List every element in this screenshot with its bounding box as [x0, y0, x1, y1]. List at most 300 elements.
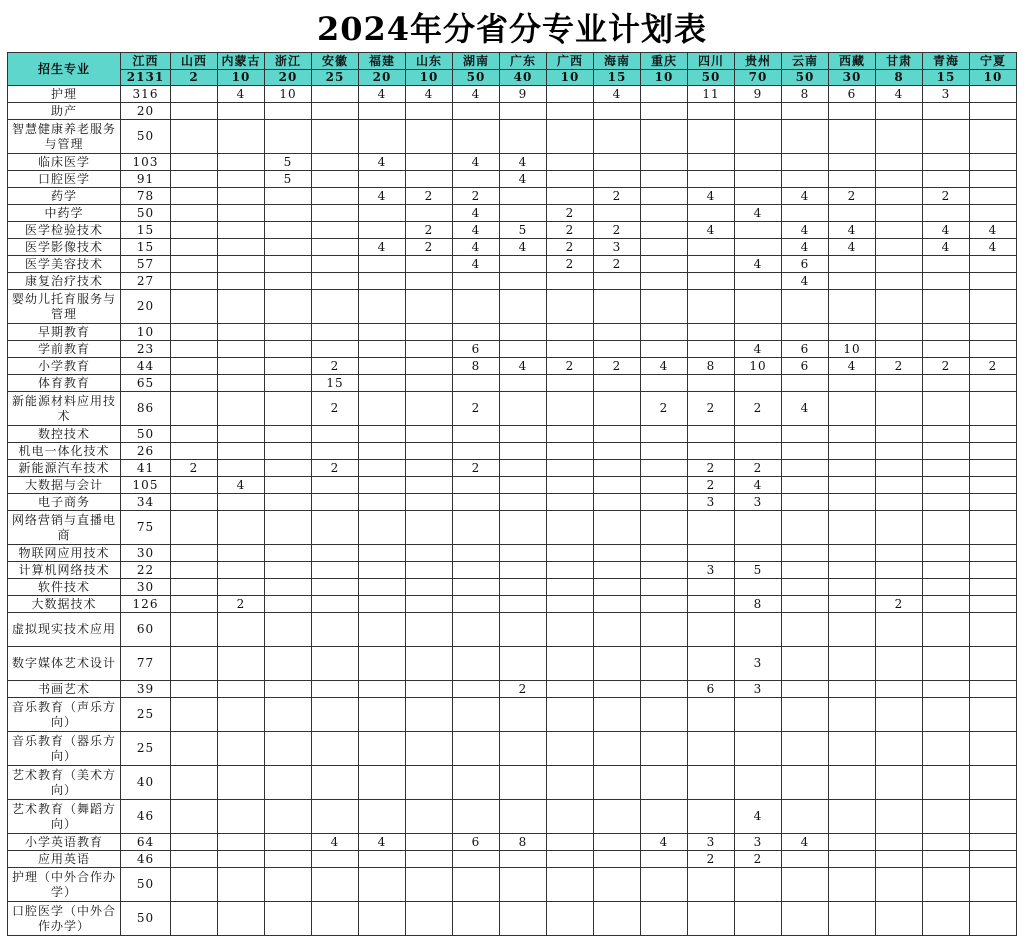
quota-cell — [782, 375, 829, 392]
quota-cell: 50 — [121, 868, 171, 902]
province-total: 8 — [876, 70, 923, 86]
quota-cell — [688, 511, 735, 545]
quota-cell — [923, 562, 970, 579]
quota-cell — [500, 443, 547, 460]
quota-cell — [641, 511, 688, 545]
quota-cell — [876, 273, 923, 290]
quota-cell: 2 — [688, 392, 735, 426]
quota-cell — [265, 205, 312, 222]
quota-cell — [453, 698, 500, 732]
quota-cell — [359, 392, 406, 426]
quota-cell — [735, 902, 782, 936]
quota-cell — [406, 613, 453, 647]
quota-cell — [547, 579, 594, 596]
quota-cell — [688, 545, 735, 562]
major-name-cell: 音乐教育（器乐方向） — [8, 732, 121, 766]
quota-cell — [782, 154, 829, 171]
quota-cell — [265, 477, 312, 494]
quota-cell — [312, 171, 359, 188]
quota-cell — [876, 545, 923, 562]
quota-cell — [218, 868, 265, 902]
quota-cell: 2 — [594, 188, 641, 205]
quota-cell — [876, 239, 923, 256]
quota-cell — [171, 477, 218, 494]
quota-cell — [547, 443, 594, 460]
quota-cell — [500, 698, 547, 732]
quota-cell: 4 — [782, 239, 829, 256]
quota-cell — [265, 290, 312, 324]
quota-cell — [923, 154, 970, 171]
quota-cell — [970, 273, 1017, 290]
quota-cell: 2 — [970, 358, 1017, 375]
table-row — [8, 460, 1017, 477]
quota-cell — [312, 341, 359, 358]
quota-cell — [594, 273, 641, 290]
quota-cell — [923, 273, 970, 290]
quota-cell — [735, 154, 782, 171]
quota-cell — [171, 120, 218, 154]
quota-cell — [970, 800, 1017, 834]
quota-cell: 10 — [735, 358, 782, 375]
province-total: 10 — [641, 70, 688, 86]
quota-cell: 2 — [547, 239, 594, 256]
quota-cell — [171, 443, 218, 460]
quota-cell — [735, 868, 782, 902]
quota-cell — [923, 681, 970, 698]
quota-cell — [923, 511, 970, 545]
quota-cell — [829, 154, 876, 171]
quota-cell: 2 — [594, 222, 641, 239]
quota-cell — [594, 290, 641, 324]
quota-cell — [406, 460, 453, 477]
quota-cell — [453, 120, 500, 154]
quota-cell: 25 — [121, 732, 171, 766]
quota-cell — [970, 732, 1017, 766]
quota-cell: 20 — [121, 103, 171, 120]
quota-cell — [500, 851, 547, 868]
quota-cell — [876, 579, 923, 596]
quota-cell — [970, 426, 1017, 443]
quota-cell — [453, 511, 500, 545]
table-row — [8, 681, 1017, 698]
quota-cell: 2 — [735, 460, 782, 477]
quota-cell — [829, 647, 876, 681]
quota-cell — [688, 171, 735, 188]
major-name-cell: 婴幼儿托育服务与管理 — [8, 290, 121, 324]
quota-cell — [359, 290, 406, 324]
quota-cell — [218, 239, 265, 256]
quota-cell: 2 — [923, 188, 970, 205]
plan-table — [7, 52, 1017, 936]
quota-cell — [547, 851, 594, 868]
quota-cell — [829, 477, 876, 494]
table-row — [8, 290, 1017, 324]
major-name-cell: 新能源汽车技术 — [8, 460, 121, 477]
major-name-cell: 虚拟现实技术应用 — [8, 613, 121, 647]
quota-cell: 50 — [121, 426, 171, 443]
quota-cell — [970, 324, 1017, 341]
quota-cell — [876, 188, 923, 205]
quota-cell — [453, 851, 500, 868]
quota-cell — [218, 613, 265, 647]
table-row — [8, 902, 1017, 936]
quota-cell — [406, 290, 453, 324]
quota-cell — [970, 681, 1017, 698]
quota-cell — [876, 902, 923, 936]
quota-cell — [500, 545, 547, 562]
quota-cell — [547, 698, 594, 732]
quota-cell: 2 — [406, 222, 453, 239]
quota-cell — [359, 120, 406, 154]
quota-cell: 2 — [688, 851, 735, 868]
quota-cell — [641, 613, 688, 647]
table-row — [8, 205, 1017, 222]
quota-cell — [876, 834, 923, 851]
table-row — [8, 154, 1017, 171]
quota-cell — [547, 426, 594, 443]
quota-cell — [547, 324, 594, 341]
major-name-cell: 数字媒体艺术设计 — [8, 647, 121, 681]
province-total: 30 — [829, 70, 876, 86]
quota-cell — [359, 732, 406, 766]
quota-cell — [265, 358, 312, 375]
quota-cell — [359, 562, 406, 579]
table-row — [8, 494, 1017, 511]
province-header: 重庆 — [641, 53, 688, 70]
province-total: 70 — [735, 70, 782, 86]
quota-cell — [876, 800, 923, 834]
quota-cell — [265, 324, 312, 341]
quota-cell — [594, 613, 641, 647]
quota-cell — [594, 375, 641, 392]
quota-cell — [970, 375, 1017, 392]
quota-cell — [359, 902, 406, 936]
quota-cell — [500, 273, 547, 290]
quota-cell — [406, 545, 453, 562]
quota-cell — [641, 375, 688, 392]
quota-cell — [453, 545, 500, 562]
quota-cell — [406, 324, 453, 341]
quota-cell — [312, 477, 359, 494]
quota-cell — [923, 545, 970, 562]
quota-cell — [876, 698, 923, 732]
quota-cell — [641, 596, 688, 613]
quota-cell — [265, 511, 312, 545]
quota-cell — [171, 851, 218, 868]
quota-cell — [453, 902, 500, 936]
quota-cell — [641, 698, 688, 732]
quota-cell: 6 — [829, 86, 876, 103]
quota-cell — [218, 800, 265, 834]
quota-cell — [547, 477, 594, 494]
quota-cell — [500, 120, 547, 154]
major-name-cell: 临床医学 — [8, 154, 121, 171]
major-name-cell: 应用英语 — [8, 851, 121, 868]
quota-cell — [359, 375, 406, 392]
quota-cell — [782, 613, 829, 647]
table-row — [8, 239, 1017, 256]
quota-cell — [312, 766, 359, 800]
province-header: 宁夏 — [970, 53, 1017, 70]
quota-cell — [218, 205, 265, 222]
major-name-cell: 计算机网络技术 — [8, 562, 121, 579]
quota-cell: 46 — [121, 851, 171, 868]
province-header: 甘肃 — [876, 53, 923, 70]
quota-cell — [970, 613, 1017, 647]
quota-cell — [500, 103, 547, 120]
quota-cell — [829, 681, 876, 698]
quota-cell — [453, 800, 500, 834]
quota-cell: 4 — [500, 358, 547, 375]
quota-cell — [171, 103, 218, 120]
quota-cell — [876, 443, 923, 460]
quota-cell — [782, 732, 829, 766]
quota-cell: 22 — [121, 562, 171, 579]
quota-cell: 57 — [121, 256, 171, 273]
quota-cell — [547, 86, 594, 103]
quota-cell — [500, 256, 547, 273]
quota-cell: 4 — [406, 86, 453, 103]
table-row — [8, 562, 1017, 579]
quota-cell — [265, 460, 312, 477]
quota-cell: 2 — [594, 358, 641, 375]
quota-cell — [265, 256, 312, 273]
table-row — [8, 698, 1017, 732]
quota-cell — [406, 392, 453, 426]
province-total: 40 — [500, 70, 547, 86]
quota-cell — [406, 511, 453, 545]
major-name-cell: 物联网应用技术 — [8, 545, 121, 562]
quota-cell — [923, 613, 970, 647]
quota-cell: 4 — [782, 188, 829, 205]
table-row — [8, 647, 1017, 681]
quota-cell — [782, 800, 829, 834]
quota-cell — [265, 341, 312, 358]
province-total: 10 — [970, 70, 1017, 86]
quota-cell — [594, 392, 641, 426]
quota-cell: 4 — [688, 188, 735, 205]
quota-cell — [547, 596, 594, 613]
quota-cell — [876, 375, 923, 392]
table-row — [8, 851, 1017, 868]
quota-cell — [406, 205, 453, 222]
quota-cell — [594, 120, 641, 154]
quota-cell — [829, 392, 876, 426]
quota-cell — [453, 171, 500, 188]
quota-cell — [406, 154, 453, 171]
quota-cell — [970, 460, 1017, 477]
quota-cell — [688, 120, 735, 154]
quota-cell — [218, 188, 265, 205]
quota-cell — [782, 511, 829, 545]
quota-cell — [829, 902, 876, 936]
quota-cell — [594, 902, 641, 936]
quota-cell: 4 — [829, 222, 876, 239]
quota-cell — [312, 290, 359, 324]
quota-cell — [312, 239, 359, 256]
quota-cell — [970, 545, 1017, 562]
major-name-cell: 护理（中外合作办学） — [8, 868, 121, 902]
plan-sheet — [7, 6, 1017, 942]
quota-cell — [829, 511, 876, 545]
quota-cell — [171, 834, 218, 851]
quota-cell — [265, 494, 312, 511]
quota-cell — [171, 596, 218, 613]
table-row — [8, 545, 1017, 562]
quota-cell — [547, 681, 594, 698]
quota-cell — [359, 851, 406, 868]
quota-cell — [218, 222, 265, 239]
quota-cell: 65 — [121, 375, 171, 392]
quota-cell — [970, 766, 1017, 800]
province-total: 2131 — [121, 70, 171, 86]
quota-cell — [359, 800, 406, 834]
quota-cell — [500, 868, 547, 902]
quota-cell — [500, 613, 547, 647]
quota-cell — [359, 868, 406, 902]
quota-cell — [594, 732, 641, 766]
quota-cell — [735, 103, 782, 120]
quota-cell — [782, 443, 829, 460]
quota-cell — [547, 800, 594, 834]
quota-cell — [829, 171, 876, 188]
quota-cell: 2 — [923, 358, 970, 375]
quota-cell — [876, 477, 923, 494]
quota-cell — [500, 477, 547, 494]
quota-cell: 4 — [453, 222, 500, 239]
quota-cell — [406, 341, 453, 358]
quota-cell — [312, 562, 359, 579]
quota-cell: 11 — [688, 86, 735, 103]
quota-cell — [641, 732, 688, 766]
quota-cell — [406, 358, 453, 375]
quota-cell — [406, 120, 453, 154]
quota-cell: 4 — [876, 86, 923, 103]
table-row — [8, 375, 1017, 392]
quota-cell — [970, 834, 1017, 851]
quota-cell — [312, 732, 359, 766]
quota-cell — [782, 698, 829, 732]
quota-cell — [265, 426, 312, 443]
quota-cell: 4 — [735, 477, 782, 494]
province-header: 山东 — [406, 53, 453, 70]
quota-cell — [453, 868, 500, 902]
quota-cell — [453, 766, 500, 800]
quota-cell — [171, 205, 218, 222]
quota-cell — [312, 647, 359, 681]
quota-cell — [970, 171, 1017, 188]
quota-cell — [406, 579, 453, 596]
major-name-cell: 书画艺术 — [8, 681, 121, 698]
quota-cell: 4 — [359, 86, 406, 103]
quota-cell — [406, 766, 453, 800]
quota-cell — [782, 103, 829, 120]
quota-cell — [265, 868, 312, 902]
quota-cell — [641, 341, 688, 358]
quota-cell — [735, 239, 782, 256]
quota-cell — [171, 222, 218, 239]
quota-cell — [829, 851, 876, 868]
quota-cell — [547, 273, 594, 290]
quota-cell — [171, 375, 218, 392]
quota-cell — [641, 171, 688, 188]
quota-cell — [171, 256, 218, 273]
quota-cell: 50 — [121, 120, 171, 154]
province-header: 四川 — [688, 53, 735, 70]
quota-cell — [923, 800, 970, 834]
quota-cell: 34 — [121, 494, 171, 511]
quota-cell — [312, 443, 359, 460]
quota-cell: 4 — [735, 256, 782, 273]
quota-cell — [547, 154, 594, 171]
quota-cell — [171, 426, 218, 443]
province-header: 江西 — [121, 53, 171, 70]
plan-table-body — [8, 86, 1017, 936]
quota-cell — [782, 868, 829, 902]
quota-cell: 6 — [782, 341, 829, 358]
quota-cell: 27 — [121, 273, 171, 290]
quota-cell: 8 — [735, 596, 782, 613]
quota-cell — [265, 443, 312, 460]
quota-cell: 4 — [594, 86, 641, 103]
quota-cell — [359, 766, 406, 800]
quota-cell — [688, 596, 735, 613]
quota-cell — [923, 443, 970, 460]
quota-cell: 4 — [782, 392, 829, 426]
province-header: 广东 — [500, 53, 547, 70]
quota-cell: 4 — [312, 834, 359, 851]
quota-cell: 2 — [453, 392, 500, 426]
table-row — [8, 800, 1017, 834]
major-name-cell: 艺术教育（舞蹈方向） — [8, 800, 121, 834]
quota-cell — [218, 392, 265, 426]
quota-cell — [218, 256, 265, 273]
table-row — [8, 596, 1017, 613]
quota-cell — [735, 698, 782, 732]
quota-cell: 39 — [121, 681, 171, 698]
quota-cell — [453, 103, 500, 120]
quota-cell — [594, 562, 641, 579]
quota-cell — [406, 647, 453, 681]
quota-cell — [500, 579, 547, 596]
major-name-cell: 医学美容技术 — [8, 256, 121, 273]
quota-cell — [218, 732, 265, 766]
quota-cell — [641, 477, 688, 494]
quota-cell — [312, 613, 359, 647]
quota-cell — [970, 647, 1017, 681]
quota-cell — [359, 205, 406, 222]
quota-cell — [500, 766, 547, 800]
quota-cell — [829, 426, 876, 443]
quota-cell: 4 — [782, 273, 829, 290]
quota-cell — [265, 766, 312, 800]
quota-cell: 75 — [121, 511, 171, 545]
quota-cell — [406, 834, 453, 851]
quota-cell — [500, 188, 547, 205]
quota-cell: 25 — [121, 698, 171, 732]
province-header: 海南 — [594, 53, 641, 70]
quota-cell: 4 — [359, 239, 406, 256]
major-name-cell: 护理 — [8, 86, 121, 103]
quota-cell — [171, 766, 218, 800]
major-name-cell: 中药学 — [8, 205, 121, 222]
quota-cell — [829, 800, 876, 834]
major-name-cell: 医学检验技术 — [8, 222, 121, 239]
quota-cell: 40 — [121, 766, 171, 800]
quota-cell — [970, 562, 1017, 579]
quota-cell — [594, 511, 641, 545]
quota-cell: 4 — [970, 222, 1017, 239]
